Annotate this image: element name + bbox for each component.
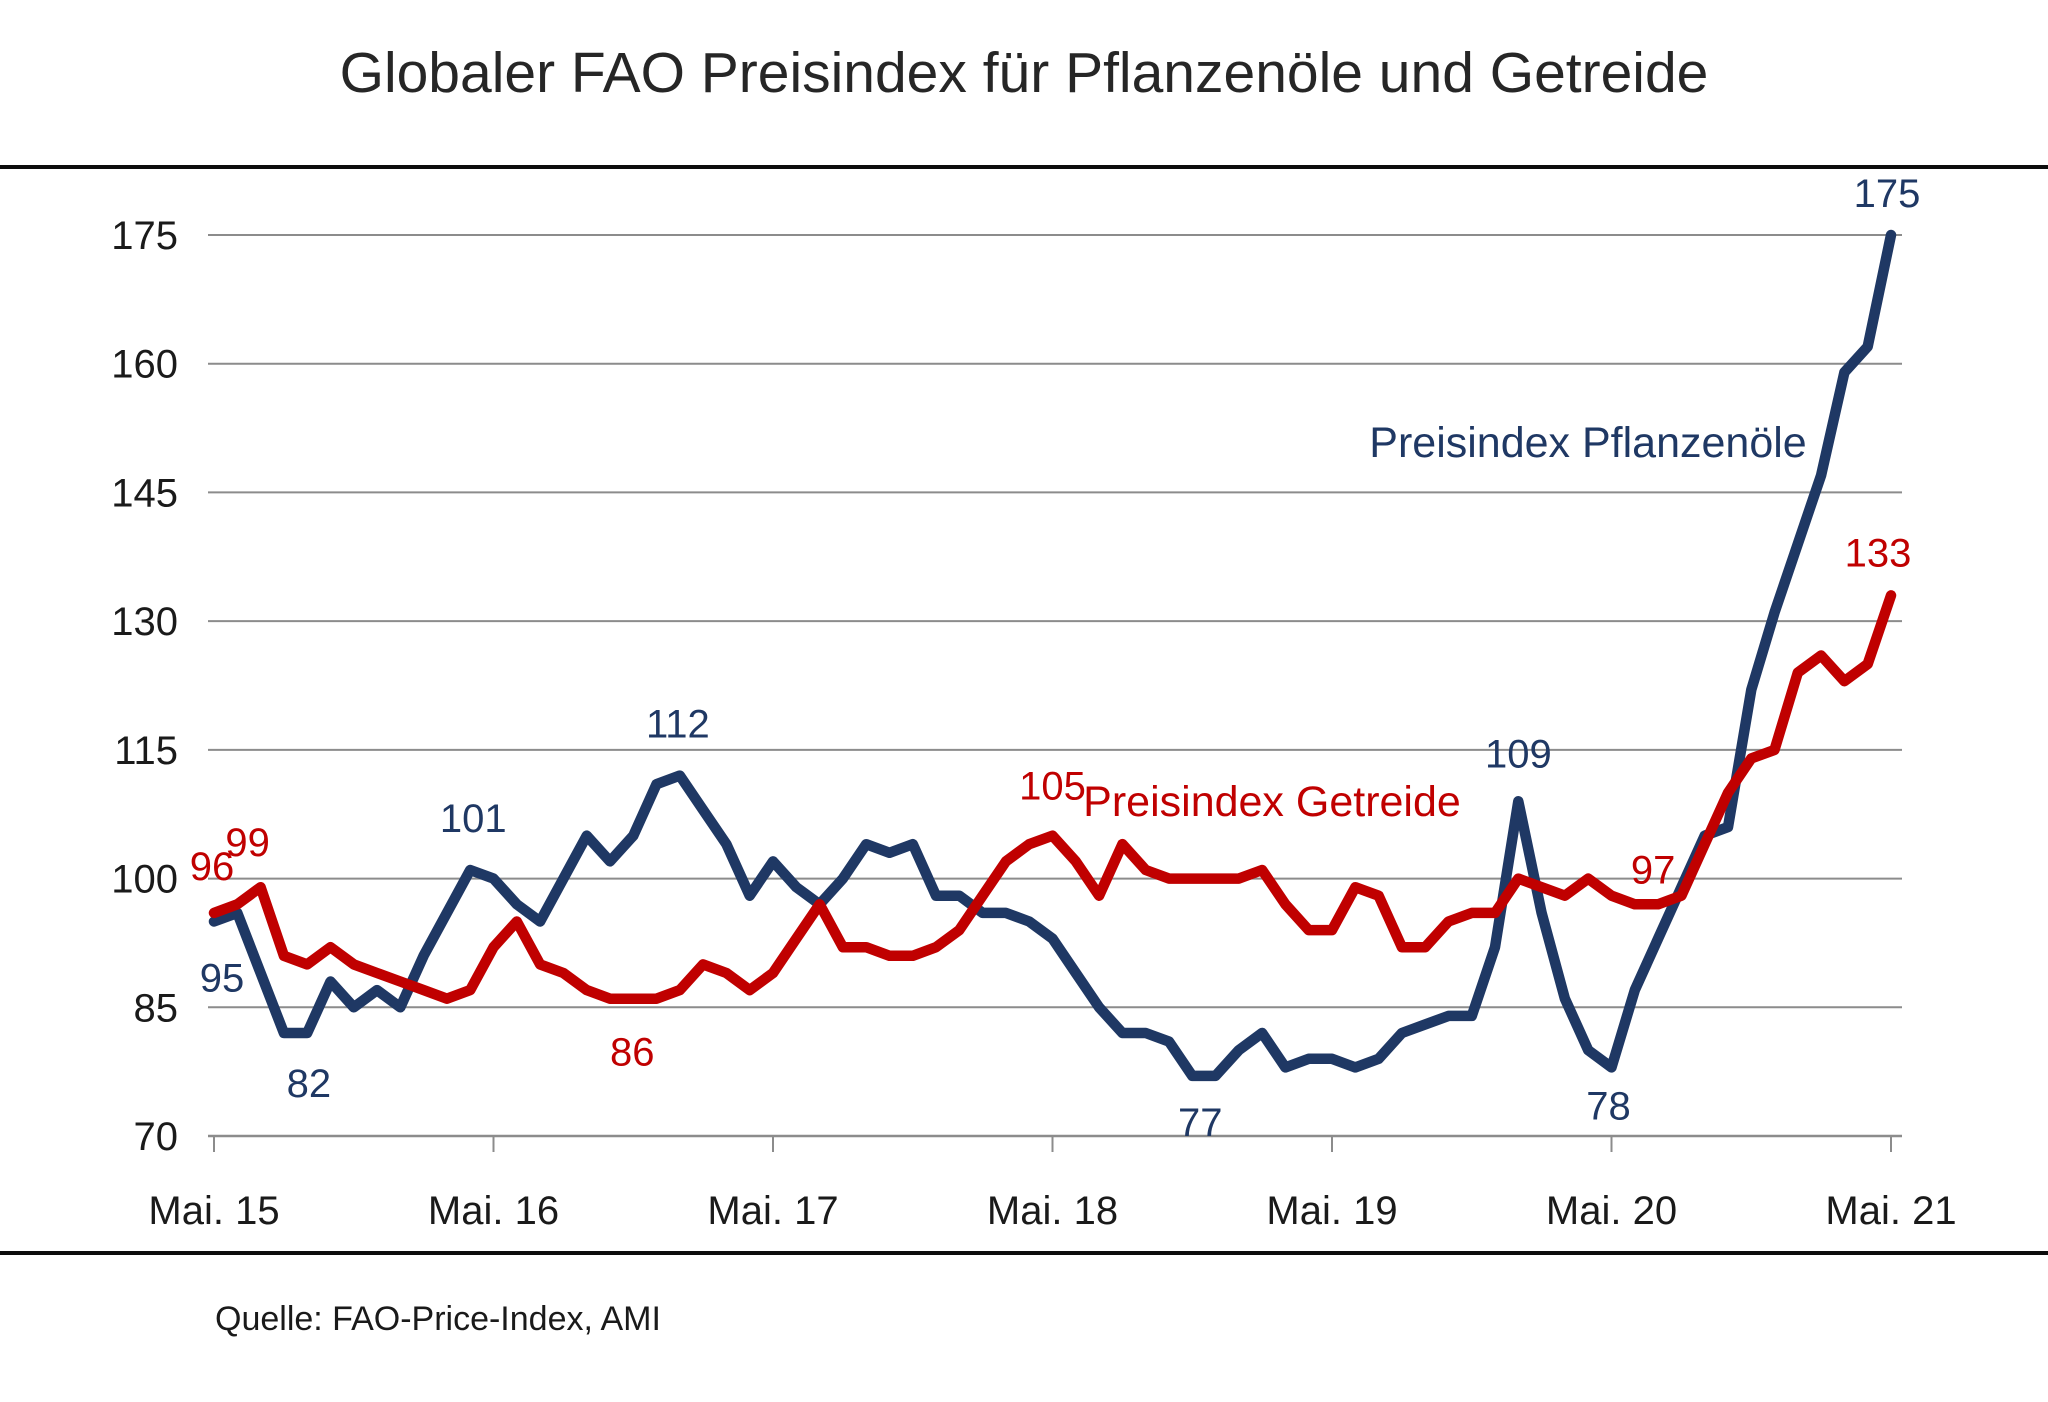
data-label-112: 112 xyxy=(645,702,710,747)
source-note: Quelle: FAO-Price-Index, AMI xyxy=(215,1300,661,1338)
y-axis-label-160: 160 xyxy=(111,342,178,387)
data-label-99: 99 xyxy=(225,821,270,866)
data-label-101: 101 xyxy=(439,796,507,841)
bottom-divider xyxy=(0,1251,2048,1255)
data-label-105: 105 xyxy=(1019,764,1086,809)
data-label-97: 97 xyxy=(1630,848,1676,893)
y-axis-label-145: 145 xyxy=(111,471,178,516)
data-label-95: 95 xyxy=(199,956,245,1001)
x-axis-label: Mai. 18 xyxy=(986,1189,1119,1233)
data-label-77: 77 xyxy=(1178,1100,1223,1145)
data-label-82: 82 xyxy=(286,1062,332,1107)
page-title: Globaler FAO Preisindex für Pflanzenöle und Getreide xyxy=(339,41,1709,105)
x-axis-label: Mai. 17 xyxy=(707,1189,839,1233)
top-divider xyxy=(0,165,2048,169)
data-label-96: 96 xyxy=(189,844,235,889)
data-label-78: 78 xyxy=(1586,1084,1631,1129)
x-axis-label: Mai. 21 xyxy=(1825,1189,1957,1233)
data-label-175: 175 xyxy=(1853,172,1921,216)
y-axis-label-175: 175 xyxy=(111,214,178,258)
y-axis-label-130: 130 xyxy=(111,600,178,645)
y-axis-label-115: 115 xyxy=(114,728,178,773)
x-axis-label: Mai. 16 xyxy=(427,1189,560,1233)
y-axis-label-85: 85 xyxy=(133,986,178,1031)
x-axis-label: Mai. 20 xyxy=(1545,1189,1678,1233)
series-line-pflanzenoele xyxy=(214,235,1891,1076)
x-axis-label: Mai. 15 xyxy=(148,1189,280,1233)
legend-label: Preisindex Getreide xyxy=(1083,778,1461,826)
y-axis-label-100: 100 xyxy=(111,857,178,902)
y-axis-label-70: 70 xyxy=(133,1115,178,1159)
x-axis-label: Mai. 19 xyxy=(1266,1189,1398,1233)
legend-label: Preisindex Pflanzenöle xyxy=(1369,419,1807,467)
data-label-133: 133 xyxy=(1844,531,1912,576)
data-label-86: 86 xyxy=(610,1030,655,1075)
data-label-109: 109 xyxy=(1484,732,1552,777)
